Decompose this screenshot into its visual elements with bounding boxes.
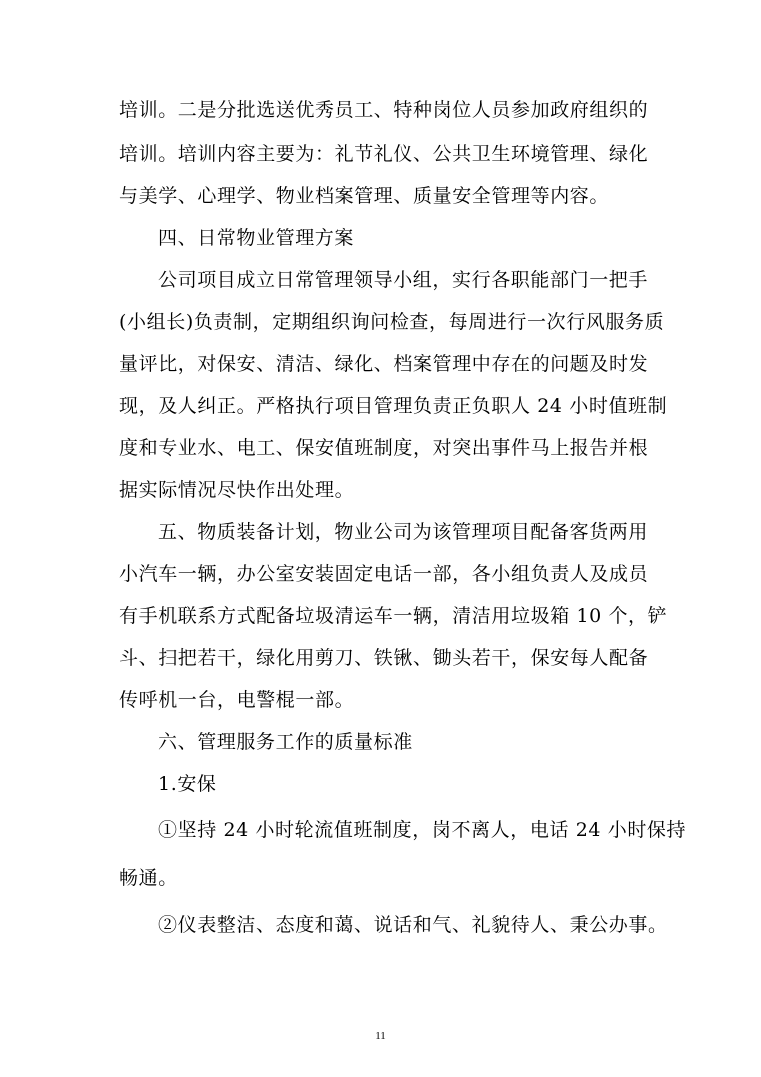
section-heading: 五、物质装备计划，物业公司为该管理项目配备客货两用 [158,521,649,543]
body-text-line: 公司项目成立日常管理领导小组，实行各职能部门一把手 [158,269,649,291]
body-text-line: 有手机联系方式配备垃圾清运车一辆，清洁用垃圾箱 10 个，铲 [119,605,668,627]
list-item: ②仪表整洁、态度和蔼、说话和气、礼貌待人、秉公办事。 [158,914,668,936]
subsection-heading: 1.安保 [158,773,217,795]
body-text-line: 与美学、心理学、物业档案管理、质量安全管理等内容。 [119,185,610,207]
list-item: ①坚持 24 小时轮流值班制度，岗不离人，电话 24 小时保持 [158,819,687,841]
page-number: 11 [375,1030,386,1042]
body-text-line: 传呼机一台，电警棍一部。 [119,689,355,711]
body-text-line: 斗、扫把若干，绿化用剪刀、铁锹、锄头若干，保安每人配备 [119,647,649,669]
body-text-line: 现，及人纠正。严格执行项目管理负责正负职人 24 小时值班制 [119,395,668,417]
body-text-line: 量评比，对保安、清洁、绿化、档案管理中存在的问题及时发 [119,353,649,375]
section-heading: 六、管理服务工作的质量标准 [158,731,413,753]
body-text-line: 培训。培训内容主要为：礼节礼仪、公共卫生环境管理、绿化 [119,143,649,165]
body-text-line: 培训。二是分批选送优秀员工、特种岗位人员参加政府组织的 [119,99,649,121]
body-text-line: (小组长)负责制，定期组织询问检查，每周进行一次行风服务质 [119,311,665,333]
body-text-line: 度和专业水、电工、保安值班制度，对突出事件马上报告并根 [119,437,649,459]
section-heading: 四、日常物业管理方案 [158,227,355,249]
list-item-continuation: 畅通。 [119,867,178,889]
body-text-line: 据实际情况尽快作出处理。 [119,479,355,501]
body-text-line: 小汽车一辆，办公室安装固定电话一部，各小组负责人及成员 [119,563,649,585]
